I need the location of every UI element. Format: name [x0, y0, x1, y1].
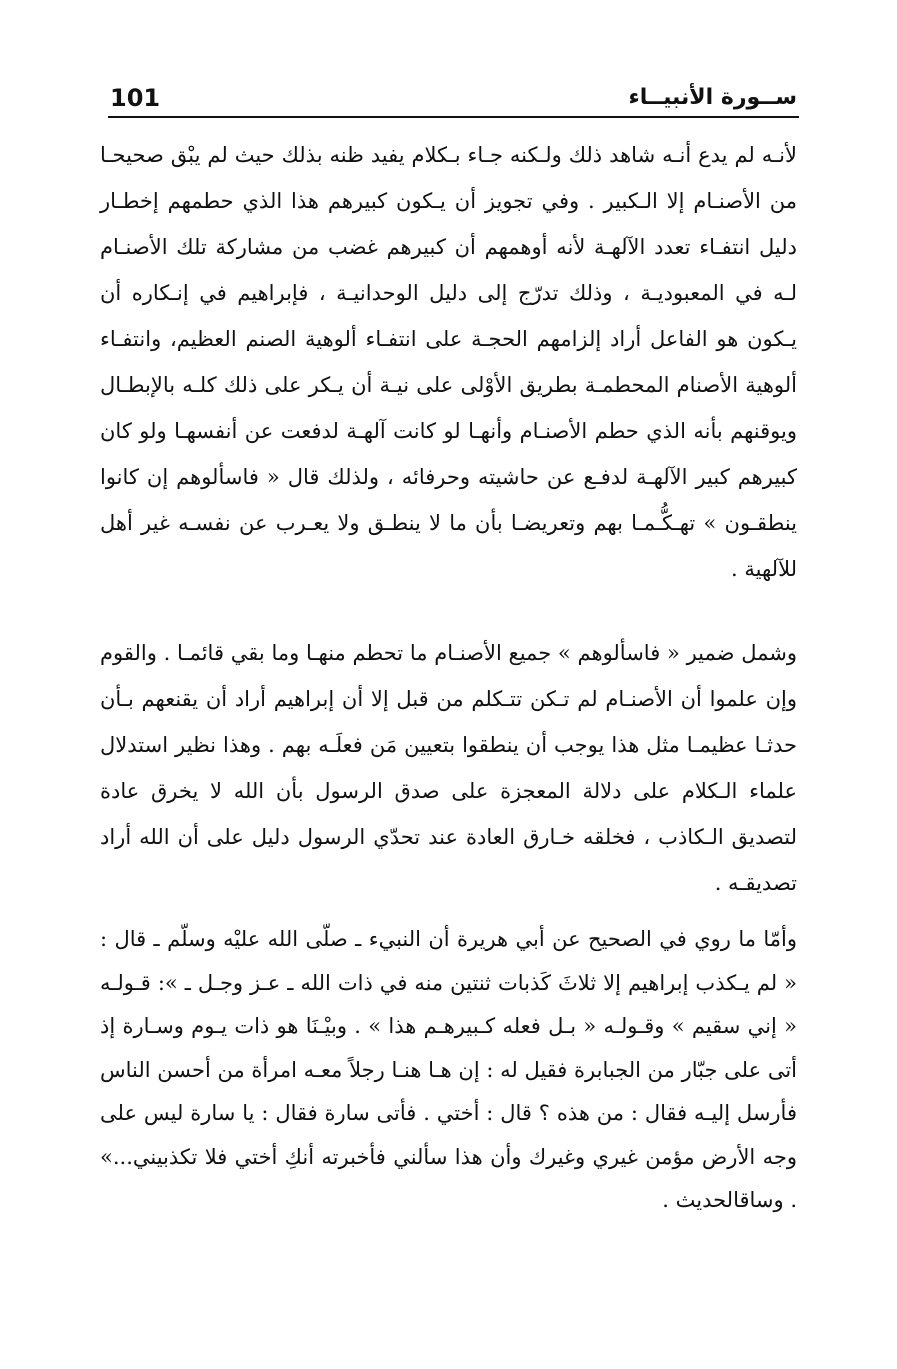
header-rule [108, 116, 799, 118]
running-title: ســورة الأنبيــاء [628, 85, 797, 110]
paragraph-1: لأنـه لم يدع أنـه شاهد ذلك ولـكنه جـاء بـكلام يفيد ظنه بذلك حيث لم يبْق صحيحـا من الأصنـام إلا الـكبير . وفي تجويز أن يـكون كبيرهم هذا الذي حطمهم إخطـار دليل انتفـاء تعدد الآلهـة لأنه أوهمهم أن كبيرهم غضب من مشاركة تلك الأصنـام لـه في المعبوديـة ، وذلك تدرّج إلى دليل الوحدانيـة ، فإبراهيم في إنـكاره أن يـكون هو الفاعل أراد إلزامهم الحجـة على انتفـاء ألوهية الصنم العظيم، وانتفـاء ألوهية الأصنام المحطمـة بطريق الأوْلى على نيـة أن يـكر على ذلك كلـه بالإبطـال ويوقنهم بأنه الذي حطم الأصنـام وأنهـا لو كانت آلهـة لدفعت عن أنفسهـا ولو كان كبيرهم كبير الآلهـة لدفـع عن حاشيته وحرفائه ، ولذلك قال « فاسألوهم إن كانوا ينطقـون » تهـكُّـمـا بهم وتعريضـا بأن ما لا ينطـق ولا يعـرب عن نفسـه غير أهل للآلهية . [100, 143, 797, 581]
body-text [100, 132, 797, 1212]
paragraph-3: وأمّا ما روي في الصحيح عن أبي هريرة أن النبيء ـ صلّى الله عليْه وسلّم ـ قال : « لم يـكذب إبراهيم إلا ثلاثَ كَذبات ثنتين منه في ذات الله ـ عـز وجـل ـ »: قـولـه « إني سقيم » وقـولـه « بـل فعله كـبيرهـم هذا » . وبيْـنَا هو ذات يـوم وسـارة إذ أتى على جبّار من الجبابرة فقيل له : إن هـا هنـا رجلاً معـه امرأة من أحسن الناس فأرسل إليـه فقال : من هذه ؟ قال : أختي . فأتى سارة فقال : يا سارة ليس على وجه الأرض مؤمن غيري وغيرك وأن هذا سألني فأخبرته أنكِ أختي فلا تكذبيني...» . وساقالحديث . [100, 927, 797, 1212]
paragraph-2: وشمل ضمير « فاسألوهم » جميع الأصنـام ما تحطم منهـا وما بقي قائمـا . والقوم وإن علموا أن الأصنـام لم تـكن تتـكلم من قبل إلا أن إبراهيم أراد أن يقنعهم بـأن حدثـا عظيمـا مثل هذا يوجب أن ينطقوا بتعيين مَن فعلَـه بهم . وهذا نظير استدلال علماء الـكلام على دلالة المعجزة على صدق الرسول بأن الله لا يخرق عادة لتصديق الـكاذب ، فخلقه خـارق العادة عند تحدّي الرسول دليل على أن الله أراد تصديقـه . [100, 641, 797, 895]
page-number: 101 [110, 84, 161, 112]
page-header [110, 78, 797, 112]
